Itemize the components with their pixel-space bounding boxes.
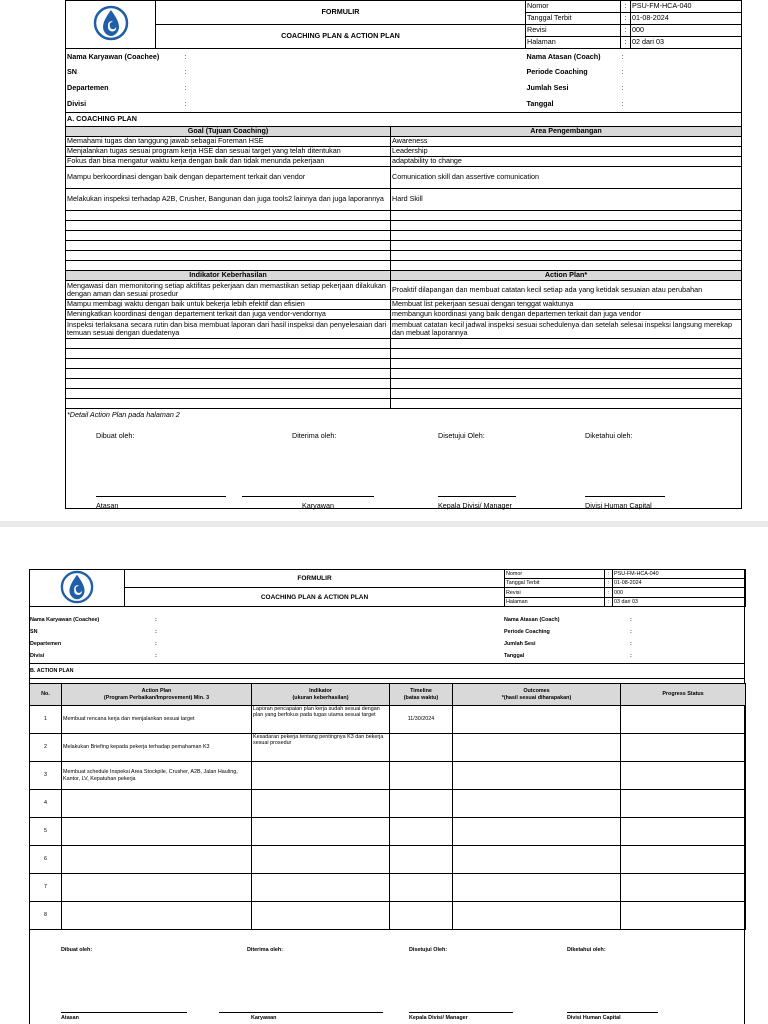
sig-role-manager: Kepala Divisi/ Manager <box>438 501 512 510</box>
meta-sep: : <box>621 1 631 13</box>
form-page-3 <box>0 527 768 1024</box>
action-cell <box>391 349 742 359</box>
info-value <box>391 65 526 81</box>
indicator-row-empty <box>66 349 742 359</box>
info-value <box>631 65 742 81</box>
area-cell: Hard Skill <box>391 189 742 211</box>
cell-indicator <box>252 874 390 902</box>
indicator-row-empty <box>66 369 742 379</box>
goal-cell: Memahami tugas dan tanggung jawab sebagai Foreman HSE <box>66 137 391 147</box>
signature-line <box>567 1012 658 1013</box>
area-cell: Leadership <box>391 147 742 157</box>
indicator-cell <box>66 339 391 349</box>
cell-timeline <box>390 734 453 762</box>
indicator-cell <box>66 379 391 389</box>
sig-role-manager: Kepala Divisi/ Manager <box>409 1015 468 1021</box>
indicator-row <box>66 310 742 320</box>
sig-role-karyawan: Karyawan <box>251 1015 277 1021</box>
sig-title-made: Dibuat oleh: <box>61 947 93 953</box>
area-cell <box>391 251 742 261</box>
cell-progress <box>621 846 746 874</box>
indicator-cell <box>66 389 391 399</box>
sig-title-received: Diterima oleh: <box>247 947 283 953</box>
action-plan-row <box>30 902 746 930</box>
cell-outcomes <box>453 734 621 762</box>
form-label: FORMULIR <box>156 1 526 25</box>
col-progress: Progress Status <box>621 684 746 706</box>
cell-no: 3 <box>30 762 62 790</box>
area-cell <box>391 211 742 221</box>
cell-indicator <box>252 790 390 818</box>
indicator-row-empty <box>66 399 742 409</box>
goal-row-empty <box>66 211 742 221</box>
indicator-row <box>66 300 742 310</box>
meta-label: Revisi <box>505 588 605 598</box>
cell-outcomes <box>453 874 621 902</box>
action-plan-table <box>29 683 746 930</box>
info-sep: : <box>184 99 187 109</box>
action-cell <box>391 399 742 409</box>
action-cell <box>391 369 742 379</box>
indicator-cell: Inspeksi terlaksana secara rutin dan bisa membuat laporan dari hasil inspeksi dan penyelesaian dari temuan sesuai dengan duedatenya <box>66 320 391 339</box>
meta-value: PSU-FM-HCA-040 <box>631 1 742 13</box>
area-cell: adaptability to change <box>391 157 742 167</box>
meta-value: PSU-FM-HCA-040 <box>613 570 746 579</box>
cell-action: Membuat rencana kerja dan menjalankan sesuai target <box>62 706 252 734</box>
section-title: A. COACHING PLAN <box>66 113 742 127</box>
action-cell <box>391 339 742 349</box>
col-timeline: Timeline (batas waktu) <box>390 684 453 706</box>
goal-rows <box>66 137 742 271</box>
area-cell: Awareness <box>391 137 742 147</box>
info-value <box>391 97 526 113</box>
info-value <box>391 49 526 65</box>
meta-sep: : <box>605 579 613 588</box>
info-sep: : <box>184 51 187 61</box>
cell-timeline <box>390 790 453 818</box>
info-label: Periode Coaching <box>526 67 588 77</box>
meta-sep: : <box>621 25 631 37</box>
goal-row-empty <box>66 221 742 231</box>
info-sep: : <box>184 83 187 93</box>
indicator-row-empty <box>66 339 742 349</box>
info-label: Nama Karyawan (Coachee) <box>30 617 100 623</box>
indicator-cell <box>66 369 391 379</box>
coaching-plan-table <box>65 0 742 509</box>
action-plan-rows <box>30 706 746 930</box>
goal-row-empty <box>66 241 742 251</box>
goal-cell <box>66 231 391 241</box>
signature-line <box>242 496 374 497</box>
action-plan-row <box>30 818 746 846</box>
cell-indicator <box>252 818 390 846</box>
info-sep: : <box>621 99 624 109</box>
info-sep: : <box>155 629 157 635</box>
goal-row-empty <box>66 231 742 241</box>
sig-title-made: Dibuat oleh: <box>96 431 135 440</box>
action-header: Action Plan* <box>391 271 742 281</box>
divider <box>29 663 745 664</box>
signature-line <box>219 1012 383 1013</box>
action-cell: membangun koordinasi yang baik dengan departemen terkait dan juga vendor <box>391 310 742 320</box>
info-label: Jumlah Sesi <box>504 641 536 647</box>
info-label: Departemen <box>30 641 62 647</box>
goal-cell: Menjalankan tugas sesuai program kerja HSE dan sesuai target yang telah ditentukan <box>66 147 391 157</box>
company-logo-icon <box>60 570 94 604</box>
cell-indicator <box>252 846 390 874</box>
info-row <box>66 49 742 65</box>
goal-row <box>66 189 742 211</box>
action-cell <box>391 379 742 389</box>
meta-value: 01-08-2024 <box>613 579 746 588</box>
goal-cell <box>66 221 391 231</box>
meta-label: Tanggal Terbit <box>526 13 621 25</box>
cell-progress <box>621 734 746 762</box>
cell-timeline <box>390 818 453 846</box>
cell-outcomes <box>453 818 621 846</box>
info-label: Departemen <box>66 81 186 97</box>
action-plan-row <box>30 734 746 762</box>
sig-title-known: Diketahui oleh: <box>567 947 606 953</box>
cell-indicator <box>252 762 390 790</box>
cell-progress <box>621 762 746 790</box>
sig-role-hc: Divisi Human Capital <box>567 1015 621 1021</box>
goal-cell <box>66 241 391 251</box>
area-cell <box>391 241 742 251</box>
indicator-row-empty <box>66 389 742 399</box>
signature-area <box>66 409 742 509</box>
area-header: Area Pengembangan <box>391 127 742 137</box>
cell-outcomes <box>453 790 621 818</box>
area-cell <box>391 231 742 241</box>
info-label: Jumlah Sesi <box>526 83 569 93</box>
sig-role-atasan: Atasan <box>96 501 119 510</box>
section-title: B. ACTION PLAN <box>30 668 74 674</box>
cell-indicator: Kesadaran pekerja tentang pentingnya K3 dan bekerja sesuai prosedur <box>252 734 390 762</box>
info-sep: : <box>155 617 157 623</box>
meta-label: Halaman <box>505 598 605 607</box>
goal-row <box>66 147 742 157</box>
meta-value: 000 <box>631 25 742 37</box>
indicator-cell <box>66 399 391 409</box>
cell-outcomes <box>453 846 621 874</box>
signature-line <box>438 496 516 497</box>
info-label: Nama Atasan (Coach) <box>504 617 560 623</box>
logo-cell <box>66 1 156 49</box>
cell-timeline: 11/30/2024 <box>390 706 453 734</box>
cell-outcomes <box>453 762 621 790</box>
info-label: Tanggal <box>504 653 525 659</box>
meta-label: Nomor <box>526 1 621 13</box>
cell-timeline <box>390 846 453 874</box>
goal-cell <box>66 251 391 261</box>
info-sep: : <box>155 653 157 659</box>
cell-timeline <box>390 762 453 790</box>
info-value <box>391 81 526 97</box>
signature-line <box>61 1012 187 1013</box>
info-label: Periode Coaching <box>504 629 550 635</box>
goal-row <box>66 157 742 167</box>
goal-row-empty <box>66 261 742 271</box>
cell-timeline <box>390 874 453 902</box>
cell-no: 5 <box>30 818 62 846</box>
sig-role-karyawan: Karyawan <box>302 501 334 510</box>
sig-title-known: Diketahui oleh: <box>585 431 633 440</box>
cell-progress <box>621 790 746 818</box>
meta-sep: : <box>621 37 631 49</box>
cell-action <box>62 902 252 930</box>
indicator-cell <box>66 349 391 359</box>
sig-title-approved: Disetujui Oleh: <box>409 947 448 953</box>
info-row <box>66 97 742 113</box>
cell-no: 2 <box>30 734 62 762</box>
meta-value: 03 dari 03 <box>613 598 746 607</box>
signature-line <box>409 1012 513 1013</box>
cell-action <box>62 846 252 874</box>
action-cell <box>391 359 742 369</box>
cell-progress <box>621 706 746 734</box>
goal-cell: Fokus dan bisa mengatur waktu kerja dengan baik dan tidak menunda pekerjaan <box>66 157 391 167</box>
meta-sep: : <box>621 13 631 25</box>
sig-role-hc: Divisi Human Capital <box>585 501 652 510</box>
info-sep: : <box>630 617 632 623</box>
info-label: Divisi <box>30 653 45 659</box>
indicator-cell: Mengawasi dan memonitoring setiap aktifitas pekerjaan dan memastikan setiap pekerjaan dilakukan dengan aman dan sesuai prosedur <box>66 281 391 300</box>
meta-sep: : <box>605 588 613 598</box>
form-title: COACHING PLAN & ACTION PLAN <box>156 25 526 49</box>
area-cell <box>391 221 742 231</box>
action-cell: membuat catatan kecil jadwal inspeksi sesuai schedulenya dan setelah selesai inspeksi langsung merekap dan mebuat laporannya <box>391 320 742 339</box>
info-label: SN <box>30 629 38 635</box>
indicator-cell: Mampu membagi waktu dengan baik untuk bekerja lebih efektif dan efisien <box>66 300 391 310</box>
meta-label: Revisi <box>526 25 621 37</box>
meta-value: 000 <box>613 588 746 598</box>
goal-row <box>66 137 742 147</box>
company-logo-icon <box>93 5 129 41</box>
area-cell <box>391 261 742 271</box>
signature-line <box>585 496 665 497</box>
info-label: Nama Atasan (Coach) <box>526 51 601 61</box>
info-sep: : <box>630 653 632 659</box>
col-action: Action Plan (Program Perbaikan/Improvement) Min. 3 <box>62 684 252 706</box>
action-plan-row <box>30 706 746 734</box>
info-sep: : <box>621 51 624 61</box>
info-row <box>66 65 742 81</box>
cell-progress <box>621 902 746 930</box>
meta-label: Nomor <box>505 570 605 579</box>
col-indicator: Indikator (ukuran keberhasilan) <box>252 684 390 706</box>
action-plan-row <box>30 762 746 790</box>
goal-cell: Mampu berkoordinasi dengan baik dengan departement terkait dan vendor <box>66 167 391 189</box>
cell-indicator: Laporan pencapaian plan kerja sudah sesuai dengan plan yang berfokus pada tugas utama sesuai target <box>252 706 390 734</box>
goal-cell <box>66 261 391 271</box>
action-cell <box>391 389 742 399</box>
indicator-row-empty <box>66 379 742 389</box>
action-plan-row <box>30 846 746 874</box>
goal-cell: Melakukan inspeksi terhadap A2B, Crusher, Bangunan dan juga tools2 lainnya dan juga laporannya <box>66 189 391 211</box>
info-label: SN <box>66 65 186 81</box>
footnote: *Detail Action Plan pada halaman 2 <box>66 409 742 509</box>
cell-no: 4 <box>30 790 62 818</box>
goal-cell <box>66 211 391 221</box>
info-label: Divisi <box>66 97 186 113</box>
action-cell: Proaktif dilapangan dan membuat catatan kecil setiap ada yang ketidak sesuaian atau perubahan <box>391 281 742 300</box>
meta-sep: : <box>605 598 613 607</box>
info-row <box>66 81 742 97</box>
cell-progress <box>621 874 746 902</box>
indicator-rows <box>66 281 742 409</box>
meta-sep: : <box>605 570 613 579</box>
cell-outcomes <box>453 902 621 930</box>
area-cell: Comunication skill dan assertive comunication <box>391 167 742 189</box>
cell-progress <box>621 818 746 846</box>
action-plan-row <box>30 790 746 818</box>
indicator-header: Indikator Keberhasilan <box>66 271 391 281</box>
cell-action <box>62 790 252 818</box>
info-sep: : <box>630 641 632 647</box>
action-plan-row <box>30 874 746 902</box>
signature-line <box>96 496 226 497</box>
meta-value: 02 dari 03 <box>631 37 742 49</box>
info-value <box>631 97 742 113</box>
action-cell: Membuat list pekerjaan sesuai dengan tenggat waktunya <box>391 300 742 310</box>
info-sep: : <box>184 67 187 77</box>
form-label: FORMULIR <box>125 570 505 588</box>
sig-role-atasan: Atasan <box>61 1015 79 1021</box>
info-value <box>631 81 742 97</box>
goal-row <box>66 167 742 189</box>
indicator-cell: Meningkatkan koordinasi dengan departement terkait dan juga vendor-vendornya <box>66 310 391 320</box>
cell-action <box>62 818 252 846</box>
col-no: No. <box>30 684 62 706</box>
meta-label: Tanggal Terbit <box>505 579 605 588</box>
cell-action <box>62 874 252 902</box>
info-sep: : <box>630 629 632 635</box>
indicator-row <box>66 281 742 300</box>
info-label: Nama Karyawan (Coachee) <box>66 49 186 65</box>
divider <box>29 678 745 679</box>
cell-no: 8 <box>30 902 62 930</box>
info-value <box>631 49 742 65</box>
sig-title-approved: Disetujui Oleh: <box>438 431 485 440</box>
indicator-row <box>66 320 742 339</box>
cell-timeline <box>390 902 453 930</box>
cell-indicator <box>252 902 390 930</box>
info-sep: : <box>621 67 624 77</box>
cell-no: 1 <box>30 706 62 734</box>
cell-outcomes <box>453 706 621 734</box>
logo-cell <box>30 570 125 607</box>
meta-label: Halaman <box>526 37 621 49</box>
cell-action: Melakukan Briefing kepada pekerja terhadap pemahaman K3 <box>62 734 252 762</box>
form-title: COACHING PLAN & ACTION PLAN <box>125 588 505 607</box>
info-sep: : <box>621 83 624 93</box>
goal-row-empty <box>66 251 742 261</box>
col-outcomes: Outcomes *(hasil sesuai diharapakan) <box>453 684 621 706</box>
info-sep: : <box>155 641 157 647</box>
cell-action: Membuat schedule Inspeksi Area Stockpile, Crusher, A2B, Jalan Hauling, Kantor, LV, Kepatuhan pekerja <box>62 762 252 790</box>
page3-header <box>29 569 746 607</box>
info-label: Tanggal <box>526 99 554 109</box>
indicator-cell <box>66 359 391 369</box>
goal-header: Goal (Tujuan Coaching) <box>66 127 391 137</box>
cell-no: 6 <box>30 846 62 874</box>
indicator-row-empty <box>66 359 742 369</box>
cell-no: 7 <box>30 874 62 902</box>
sig-title-received: Diterima oleh: <box>292 431 337 440</box>
meta-value: 01-08-2024 <box>631 13 742 25</box>
